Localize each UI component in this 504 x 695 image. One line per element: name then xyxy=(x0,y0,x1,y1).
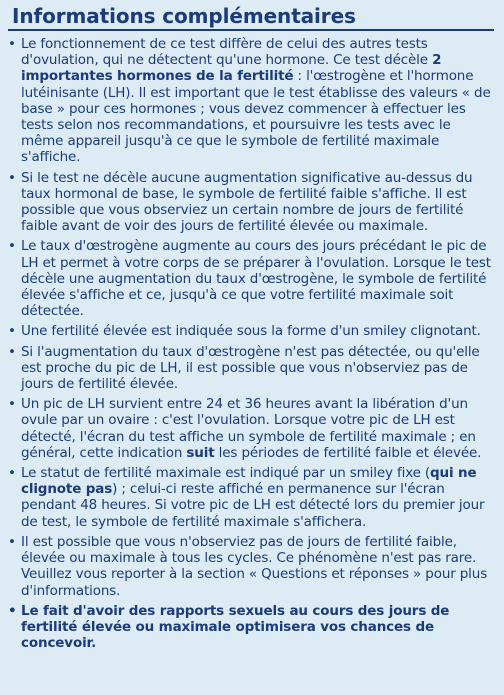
item-text: Le taux d'œstrogène augmente au cours des jours précédant le pic de LH et permet à votre corps de se préparer à l'ovulation. Lorsque le test décèle une augmentation du taux d'œstrogène, le symbole de fertilité élevée s'affiche et ce, jusqu'à ce que votre fertilité maximale soit détectée. xyxy=(21,238,491,320)
item-text: Une fertilité élevée est indiquée sous la forme d'un smiley clignotant. xyxy=(21,323,481,340)
list-item xyxy=(8,344,494,393)
item-text: ) ; celui-ci reste affiché en permanence sur l'écran pendant 48 heures. Si votre pic de LH est détecté lors du premier jour de test, le symbole de fertilité maximale s'affichera. xyxy=(21,481,485,530)
title-rule xyxy=(8,4,494,31)
list-item xyxy=(8,323,494,339)
item-text: Le fonctionnement de ce test diffère de celui des autres tests d'ovulation, qui ne détectent qu'une hormone. Ce test décèle xyxy=(21,36,433,69)
list-item xyxy=(8,238,494,319)
item-text: Si le test ne décèle aucune augmentation significative au-dessus du taux hormonal de base, le symbole de fertilité faible s'affiche. Il est possible que vous observiez un certain nombre de jours de fertilité faible avant de voir des jours de fertilité élevée ou maximale. xyxy=(21,169,473,235)
item-emphasis: qui ne clignote pas xyxy=(21,465,477,498)
info-list xyxy=(8,36,494,651)
list-item xyxy=(8,36,494,166)
list-item xyxy=(8,396,494,461)
list-item xyxy=(8,170,494,235)
item-emphasis: 2 importantes hormones de la fertilité xyxy=(21,52,442,85)
list-item xyxy=(8,534,494,599)
item-text: Un pic de LH survient entre 24 et 36 heures avant la libération d'un ovule par un ovaire : c'est l'ovulation. Lorsque votre pic de LH est détecté, l'écran du test affiche un symbole de fertilité maximale ; en général, cette indication xyxy=(21,396,476,461)
item-text: Il est possible que vous n'observiez pas de jours de fertilité faible, élevée ou maximale à tous les cycles. Ce phénomène n'est pas rare. Veuillez vous reporter à la section « Questions et réponses » pour plus d'informations. xyxy=(21,533,488,599)
item-text: : l'œstrogène et l'hormone lutéinisante (LH). Il est important que le test établisse des valeurs « de base » pour ces hormones ; vous devez commencer à effectuer les tests selon nos recommandations, et poursuivre les tests avec le même appareil jusqu'à ce que le symbole de fertilité maximale s'affiche. xyxy=(21,68,491,166)
list-item xyxy=(8,465,494,530)
item-emphasis: suit xyxy=(186,444,215,461)
item-text: Si l'augmentation du taux d'œstrogène n'est pas détectée, ou qu'elle est proche du pic de LH, il est possible que vous n'observiez pas de jours de fertilité élevée. xyxy=(21,343,480,393)
list-item-conclusion xyxy=(8,603,494,652)
item-text: Le fait d'avoir des rapports sexuels au cours des jours de fertilité élevée ou maximale optimisera vos chances de concevoir. xyxy=(21,602,450,652)
page-title: Informations complémentaires xyxy=(12,4,356,28)
item-text: Le statut de fertilité maximale est indiqué par un smiley fixe ( xyxy=(21,465,431,482)
item-text: les périodes de fertilité faible et élevée. xyxy=(214,444,482,461)
